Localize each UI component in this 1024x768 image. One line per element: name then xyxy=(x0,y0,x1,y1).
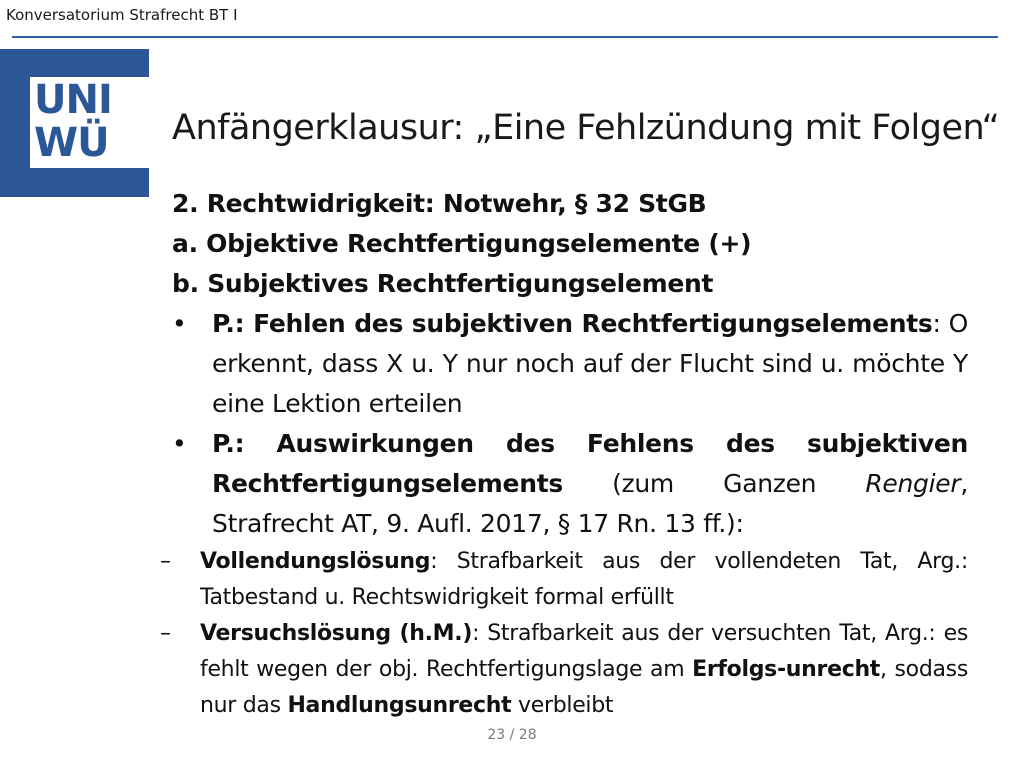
sub-text: : Strafbarkeit aus der versuchten Tat, Arg.: es fehlt wegen der obj. Rechtfertigungslage am xyxy=(200,621,968,682)
slide-title: Anfängerklausur: „Eine Fehlzündung mit Folgen“ xyxy=(172,108,1000,148)
logo-line-2: WÜ xyxy=(34,120,109,166)
sub-text: verbleibt xyxy=(511,693,614,718)
sub-bold-text: Handlungsunrecht xyxy=(287,693,512,718)
bullet-text: : O erkennt, dass X u. Y nur noch auf der Flucht sind u. möchte Y eine Lektion erteilen xyxy=(212,309,968,418)
bullet-marker: • xyxy=(172,309,187,338)
logo-line-1: UNI xyxy=(34,77,112,123)
bullet-text: , Strafrecht AT, 9. Aufl. 2017, § 17 Rn. 13 ff.): xyxy=(212,469,968,538)
bullet-marker: • xyxy=(172,429,187,458)
dash-marker: – xyxy=(160,621,171,646)
bullet-text: (zum Ganzen xyxy=(562,469,866,498)
header-divider xyxy=(12,36,998,38)
university-logo xyxy=(0,49,149,197)
sub-item xyxy=(160,544,968,616)
dash-marker: – xyxy=(160,549,171,574)
logo-inner-box xyxy=(30,77,149,168)
bullet-bold-text: P.: Fehlen des subjektiven Rechtfertigungselements xyxy=(212,309,933,338)
heading-subjektives-element: b. Subjektives Rechtfertigungselement xyxy=(172,269,714,298)
citation-author: Rengier xyxy=(865,469,961,498)
page-number: 23 / 28 xyxy=(487,727,537,743)
heading-rechtswidrigkeit: 2. Rechtwidrigkeit: Notwehr, § 32 StGB xyxy=(172,189,707,218)
heading-objektive-elemente: a. Objektive Rechtfertigungselemente (+) xyxy=(172,229,752,258)
course-title: Konversatorium Strafrecht BT I xyxy=(6,6,238,24)
sub-text: : Strafbarkeit aus der vollendeten Tat, Arg.: Tatbestand u. Rechtswidrigkeit formal erfüllt xyxy=(200,549,968,610)
sub-bold-text: Erfolgs-unrecht xyxy=(692,657,881,682)
sub-text: , sodass nur das xyxy=(200,657,968,718)
sub-bold-text: Vollendungslösung xyxy=(200,549,431,574)
bullet-item xyxy=(172,424,968,544)
slide-content xyxy=(160,184,968,724)
sub-item xyxy=(160,616,968,724)
bullet-bold-text: P.: Auswirkungen des Fehlens des subjektiven Rechtfertigungselements xyxy=(212,429,968,498)
bullet-item xyxy=(172,304,968,424)
sub-bold-text: Versuchslösung (h.M.) xyxy=(200,621,473,646)
